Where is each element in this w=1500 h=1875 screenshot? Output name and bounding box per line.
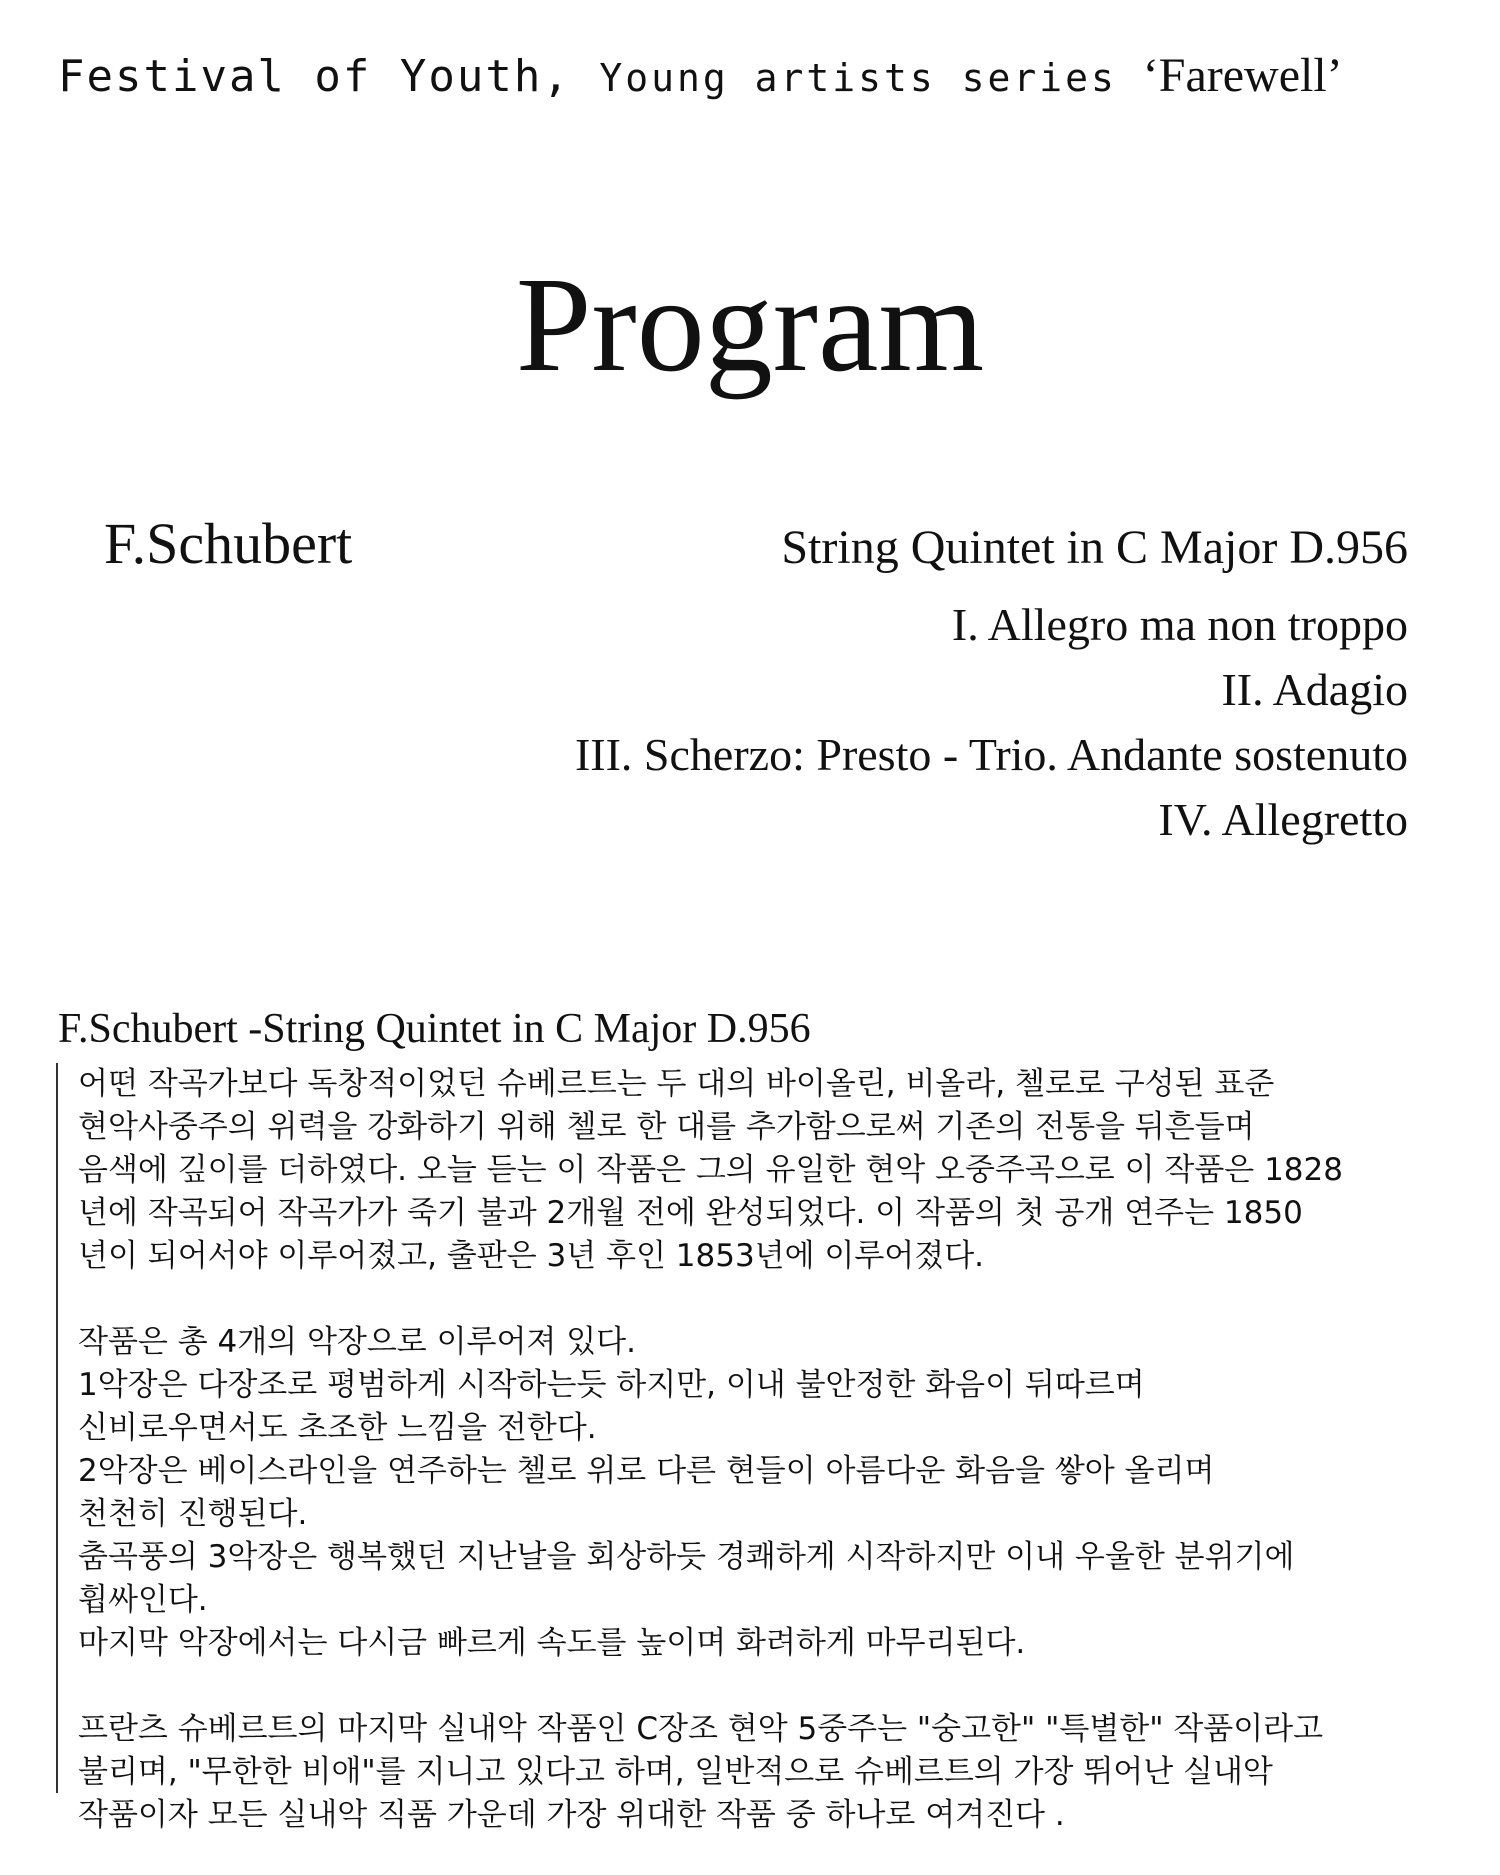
notes-line: 년에 작곡되어 작곡가가 죽기 불과 2개월 전에 완성되었다. 이 작품의 첫 공개 연주는 1850 [78, 1195, 1303, 1231]
series-name: Young artists series [599, 56, 1143, 100]
composer-name: F.Schubert [104, 511, 353, 576]
notes-paragraph [78, 1708, 1436, 1837]
notes-line: 현악사중주의 위력을 강화하기 위해 첼로 한 대를 추가함으로써 기존의 전통을 뒤흔들며 [78, 1109, 1255, 1145]
notes-line: 2악장은 베이스라인을 연주하는 첼로 위로 다른 현들이 아름다운 화음을 쌓아 올리며 [78, 1453, 1215, 1489]
series-header [58, 48, 1458, 103]
movement-item: III. Scherzo: Presto - Trio. Andante sostenuto [574, 729, 1408, 780]
concert-title: ‘Farewell’ [1142, 49, 1343, 102]
notes-line: 작품이자 모든 실내악 직품 가운데 가장 위대한 작품 중 하나로 여겨진다 . [78, 1797, 1065, 1833]
notes-paragraph [78, 1063, 1436, 1278]
notes-paragraph [78, 1321, 1436, 1665]
program-notes [56, 1063, 1436, 1833]
notes-line: 년이 되어서야 이루어졌고, 출판은 3년 후인 1853년에 이루어졌다. [78, 1238, 985, 1274]
festival-name: Festival of Youth, [58, 51, 600, 102]
notes-line: 1악장은 다장조로 평범하게 시작하는듯 하지만, 이내 불안정한 화음이 뒤따르며 [78, 1367, 1145, 1403]
notes-line: 천천히 진행된다. [78, 1496, 308, 1532]
movement-item: I. Allegro ma non troppo [951, 599, 1408, 650]
page-title: Program [515, 250, 985, 400]
work-title: String Quintet in C Major D.956 [781, 521, 1408, 574]
notes-line: 춤곡풍의 3악장은 행복했던 지난날을 회상하듯 경쾌하게 시작하지만 이내 우울한 분위기에 [78, 1539, 1295, 1575]
notes-line: 신비로우면서도 초조한 느낌을 전한다. [78, 1410, 597, 1446]
notes-line: 어떤 작곡가보다 독창적이었던 슈베르트는 두 대의 바이올린, 비올라, 첼로로 구성된 표준 [78, 1066, 1275, 1102]
notes-line: 불리며, "무한한 비애"를 지니고 있다고 하며, 일반적으로 슈베르트의 가장 뛰어난 실내악 [78, 1754, 1273, 1790]
program-notes-heading: F.Schubert -String Quintet in C Major D.956 [58, 1006, 811, 1052]
notes-line: 작품은 총 4개의 악장으로 이루어져 있다. [78, 1324, 636, 1360]
movement-list [308, 592, 1408, 852]
notes-line: 음색에 깊이를 더하였다. 오늘 듣는 이 작품은 그의 유일한 현악 오중주곡으로 이 작품은 1828 [78, 1152, 1343, 1188]
movement-item: IV. Allegretto [1158, 794, 1408, 845]
notes-line: 마지막 악장에서는 다시금 빠르게 속도를 높이며 화려하게 마무리된다. [78, 1625, 1026, 1661]
notes-line: 휩싸인다. [78, 1582, 208, 1618]
movement-item: II. Adagio [1221, 664, 1408, 715]
notes-line: 프란츠 슈베르트의 마지막 실내악 작품인 C장조 현악 5중주는 "숭고한" "특별한" 작품이라고 [78, 1711, 1324, 1747]
